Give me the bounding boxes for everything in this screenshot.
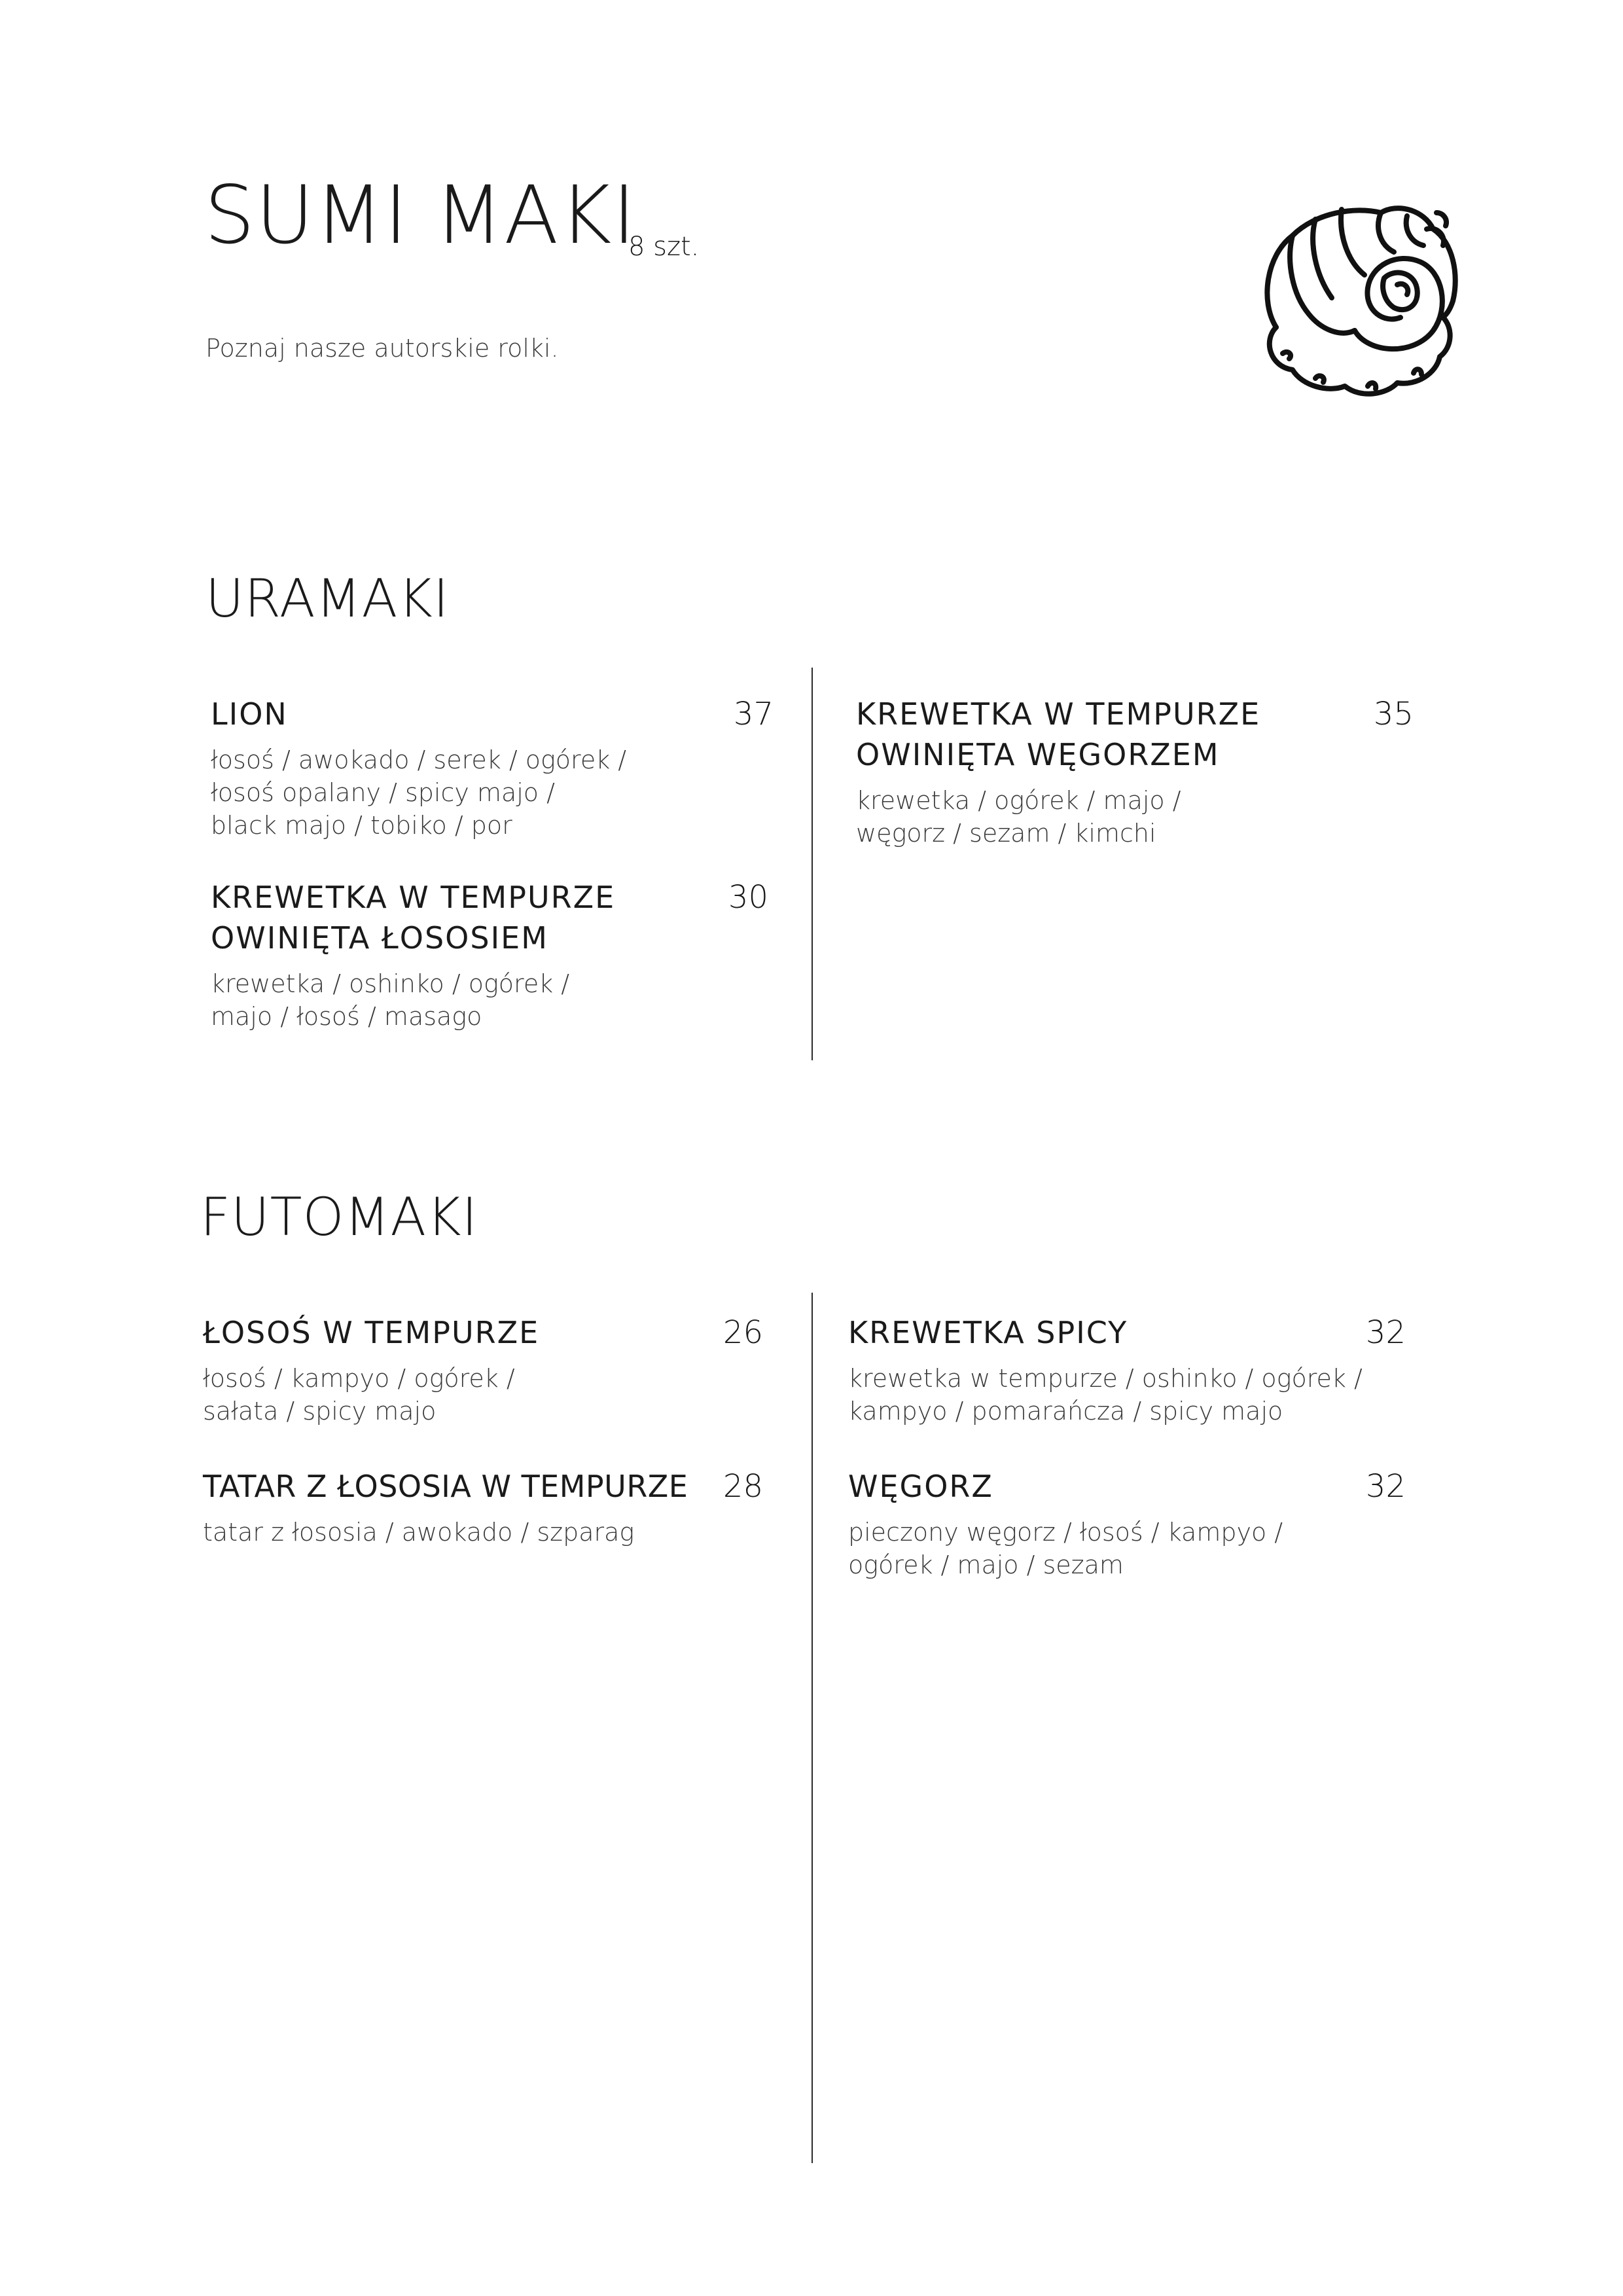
menu-item (203, 1466, 763, 1549)
item-name: ŁOSOŚ W TEMPURZE (203, 1315, 540, 1350)
item-name: WĘGORZ (848, 1469, 993, 1504)
column-divider (812, 1293, 813, 2163)
item-price: 26 (722, 1314, 763, 1351)
menu-item (211, 694, 774, 842)
item-description: łosoś / kampyo / ogórek / sałata / spicy majo (203, 1364, 515, 1426)
item-name: KREWETKA W TEMPURZE OWINIĘTA WĘGORZEM (856, 696, 1261, 772)
sushi-roll-icon (1257, 190, 1466, 406)
quantity-label: 8 szt. (628, 232, 700, 262)
menu-item (203, 1312, 763, 1427)
menu-item (211, 877, 768, 1033)
column-divider (812, 668, 813, 1060)
section-title-futomaki: FUTOMAKI (200, 1187, 478, 1247)
item-price: 35 (1373, 696, 1414, 732)
item-description: tatar z łososia / awokado / szparag (203, 1518, 635, 1547)
item-description: krewetka / ogórek / majo / węgorz / sezam / kimchi (856, 786, 1181, 848)
item-description: krewetka w tempurze / oshinko / ogórek / kampyo / pomarańcza / spicy majo (848, 1364, 1363, 1426)
item-price: 28 (722, 1468, 763, 1505)
menu-item (848, 1466, 1406, 1581)
item-name: KREWETKA SPICY (848, 1315, 1128, 1350)
item-name: KREWETKA W TEMPURZE OWINIĘTA ŁOSOSIEM (211, 880, 616, 956)
section-title-uramaki: URAMAKI (205, 568, 450, 629)
item-price: 32 (1365, 1468, 1406, 1505)
item-name: LION (211, 696, 288, 732)
item-description: łosoś / awokado / serek / ogórek / łosoś opalany / spicy majo / black majo / tobiko / por (211, 745, 627, 840)
item-price: 37 (733, 696, 774, 732)
item-description: pieczony węgorz / łosoś / kampyo / ogórek / majo / sezam (848, 1518, 1283, 1579)
item-price: 32 (1365, 1314, 1406, 1351)
menu-item (848, 1312, 1406, 1427)
menu-item (856, 694, 1414, 850)
intro-text: Poznaj nasze autorskie rolki. (205, 334, 559, 363)
item-description: krewetka / oshinko / ogórek / majo / łosoś / masago (211, 969, 570, 1031)
item-name: TATAR Z ŁOSOSIA W TEMPURZE (203, 1469, 688, 1504)
item-price: 30 (728, 879, 768, 916)
page-title: SUMI MAKI (204, 169, 637, 262)
